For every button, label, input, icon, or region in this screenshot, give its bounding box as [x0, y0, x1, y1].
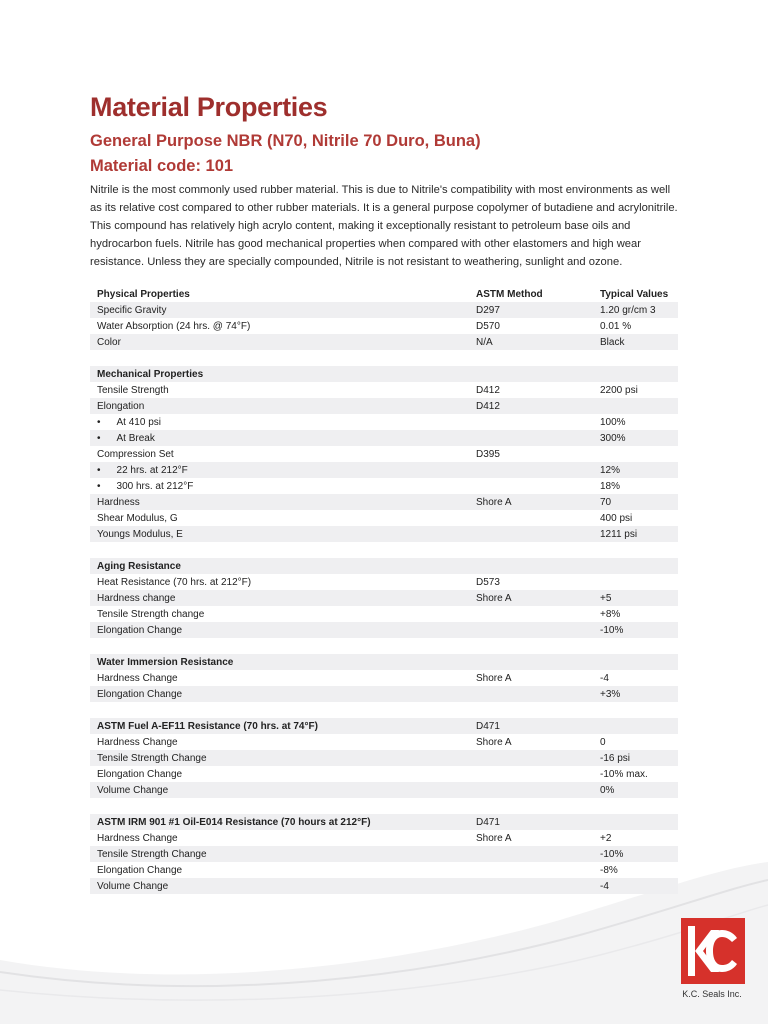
typical-value [593, 558, 678, 574]
property-name: Elongation Change [97, 768, 183, 780]
typical-value [593, 542, 678, 558]
astm-method [469, 798, 593, 814]
typical-value: 1.20 gr/cm 3 [593, 302, 678, 318]
typical-value [593, 654, 678, 670]
typical-value: 18% [600, 480, 621, 492]
astm-method [469, 510, 593, 526]
property-name: Elongation Change [90, 686, 469, 702]
property-name [90, 350, 469, 366]
typical-value: +8% [600, 608, 621, 620]
property-name: Aging Resistance [90, 558, 469, 574]
table-row [90, 398, 678, 414]
table-row [90, 494, 678, 510]
material-subtitle: General Purpose NBR (N70, Nitrile 70 Duro, Buna) [90, 132, 481, 150]
typical-value: -16 psi [593, 750, 678, 766]
typical-value: +5 [593, 590, 678, 606]
table-spacer-row [90, 350, 678, 366]
typical-value [593, 702, 678, 718]
astm-method: D471 [469, 814, 593, 830]
property-name: Compression Set [97, 448, 174, 460]
astm-method [469, 846, 593, 862]
table-section-row [90, 718, 678, 734]
astm-method [469, 782, 593, 798]
typical-value: 2200 psi [600, 384, 638, 396]
header-astm-method: ASTM Method [476, 288, 543, 300]
astm-method [469, 414, 593, 430]
property-name: Tensile Strength Change [90, 846, 469, 862]
table-row [90, 526, 678, 542]
typical-value: 1211 psi [593, 526, 678, 542]
typical-value [593, 574, 678, 590]
table-section-row [90, 366, 678, 382]
typical-value: -10% max. [600, 768, 648, 780]
astm-method: N/A [469, 334, 593, 350]
table-row [90, 430, 678, 446]
astm-method [469, 366, 593, 382]
property-name [90, 798, 469, 814]
property-name: Water Absorption (24 hrs. @ 74°F) [97, 320, 251, 332]
typical-value: 0.01 % [600, 320, 632, 332]
property-name: Water Immersion Resistance [90, 654, 469, 670]
table-spacer-row [90, 894, 678, 910]
property-name: Elongation [90, 398, 469, 414]
typical-value: 70 [593, 494, 678, 510]
property-name: Tensile Strength [97, 384, 169, 396]
typical-value [593, 350, 678, 366]
property-name: Hardness Change [97, 672, 178, 684]
typical-value [593, 446, 678, 462]
astm-method [469, 766, 593, 782]
table-row [90, 446, 678, 462]
astm-method: D412 [469, 398, 593, 414]
astm-method [469, 638, 593, 654]
property-name: Heat Resistance (70 hrs. at 212°F) [97, 576, 252, 588]
astm-method [469, 478, 593, 494]
table-row [90, 318, 678, 334]
astm-method: D573 [476, 576, 500, 588]
properties-table [90, 286, 678, 910]
property-name: Youngs Modulus, E [90, 526, 469, 542]
table-spacer-row [90, 702, 678, 718]
astm-method: D297 [469, 302, 593, 318]
table-row [90, 830, 678, 846]
table-row [90, 606, 678, 622]
astm-method [469, 430, 593, 446]
astm-method [469, 606, 593, 622]
typical-value [593, 638, 678, 654]
table-row [90, 622, 678, 638]
table-row [90, 878, 678, 894]
astm-method [469, 686, 593, 702]
kc-logo [681, 918, 745, 984]
typical-value: 300% [593, 430, 678, 446]
kc-logo-icon [681, 918, 745, 984]
table-spacer-row [90, 798, 678, 814]
astm-method [469, 526, 593, 542]
property-name [90, 638, 469, 654]
astm-method: Shore A [476, 832, 512, 844]
typical-value [593, 798, 678, 814]
typical-value: -8% [600, 864, 618, 876]
table-row [90, 478, 678, 494]
typical-value: 100% [600, 416, 626, 428]
header-typical-values: Typical Values [600, 288, 669, 300]
property-name: Elongation Change [90, 622, 469, 638]
typical-value [593, 718, 678, 734]
header-physical-properties: Physical Properties [97, 288, 190, 300]
typical-value: -4 [593, 878, 678, 894]
property-name: Hardness Change [97, 736, 178, 748]
table-row [90, 766, 678, 782]
property-name: • At Break [90, 430, 469, 446]
typical-value: 0% [593, 782, 678, 798]
property-name: Tensile Strength Change [90, 750, 469, 766]
property-name: Color [90, 334, 469, 350]
property-name: Shear Modulus, G [97, 512, 178, 524]
typical-value: -10% [593, 622, 678, 638]
logo-caption: K.C. Seals Inc. [682, 989, 742, 999]
table-row [90, 750, 678, 766]
astm-method [469, 878, 593, 894]
typical-value: +3% [593, 686, 678, 702]
page-title: Material Properties [90, 92, 328, 122]
table-section-row [90, 814, 678, 830]
material-code: Material code: 101 [90, 157, 234, 175]
property-name: Hardness Change [97, 832, 178, 844]
property-name [90, 702, 469, 718]
astm-method: D412 [476, 384, 500, 396]
table-spacer-row [90, 638, 678, 654]
table-row [90, 846, 678, 862]
astm-method [469, 350, 593, 366]
property-name: Volume Change [90, 878, 469, 894]
table-spacer-row [90, 542, 678, 558]
property-name: ASTM IRM 901 #1 Oil-E014 Resistance (70 hours at 212°F) [90, 814, 469, 830]
table-row [90, 302, 678, 318]
table-row [90, 382, 678, 398]
astm-method [469, 542, 593, 558]
property-name: • At 410 psi [90, 414, 469, 430]
astm-method: Shore A [476, 736, 512, 748]
property-name: Hardness [90, 494, 469, 510]
intro-paragraph: Nitrile is the most commonly used rubber material. This is due to Nitrile's compatibility with most environments as well as its relative cost compared to other rubber materials. It is a general purpose copolymer of butadiene and acrylonitrile. This compound has relatively high acrylo content, making it exceptionally resistant to petroleum base oils and hydrocarbon fuels. Nitrile has good mechanical properties when compared with other elastomers and high wear resistance. Unless they are specially compounded, Nitrile is not resistant to weathering, sunlight and ozone. [90, 184, 678, 268]
property-name: Tensile Strength change [97, 608, 205, 620]
astm-method: Shore A [476, 672, 512, 684]
astm-method [469, 750, 593, 766]
table-section-row [90, 558, 678, 574]
astm-method [469, 702, 593, 718]
property-name [90, 542, 469, 558]
table-row [90, 782, 678, 798]
astm-method: Shore A [469, 494, 593, 510]
astm-method [469, 462, 593, 478]
typical-value [593, 894, 678, 910]
table-row [90, 574, 678, 590]
astm-method: D395 [476, 448, 500, 460]
property-name: • 300 hrs. at 212°F [90, 478, 469, 494]
property-name: Hardness change [90, 590, 469, 606]
astm-method [469, 862, 593, 878]
typical-value: 400 psi [600, 512, 633, 524]
typical-value [593, 398, 678, 414]
astm-method [469, 558, 593, 574]
property-name: Volume Change [90, 782, 469, 798]
property-name: Mechanical Properties [90, 366, 469, 382]
table-row [90, 334, 678, 350]
typical-value: Black [593, 334, 678, 350]
typical-value: +2 [600, 832, 612, 844]
table-section-row [90, 654, 678, 670]
typical-value: -4 [600, 672, 609, 684]
typical-value [593, 814, 678, 830]
property-name: ASTM Fuel A-EF11 Resistance (70 hrs. at 74°F) [90, 718, 469, 734]
astm-method [469, 622, 593, 638]
table-row [90, 670, 678, 686]
table-row [90, 510, 678, 526]
astm-method: D570 [476, 320, 500, 332]
table-row [90, 414, 678, 430]
table-row [90, 686, 678, 702]
property-name: Specific Gravity [90, 302, 469, 318]
table-row [90, 462, 678, 478]
astm-method [469, 654, 593, 670]
property-name [90, 894, 469, 910]
property-name: • 22 hrs. at 212°F [90, 462, 469, 478]
typical-value [593, 366, 678, 382]
astm-method: Shore A [469, 590, 593, 606]
table-row [90, 590, 678, 606]
astm-method [469, 894, 593, 910]
table-row [90, 862, 678, 878]
property-name: Elongation Change [97, 864, 183, 876]
astm-method: D471 [469, 718, 593, 734]
typical-value: 0 [600, 736, 606, 748]
typical-value: 12% [593, 462, 678, 478]
typical-value: -10% [593, 846, 678, 862]
table-header-row [90, 286, 678, 302]
table-row [90, 734, 678, 750]
